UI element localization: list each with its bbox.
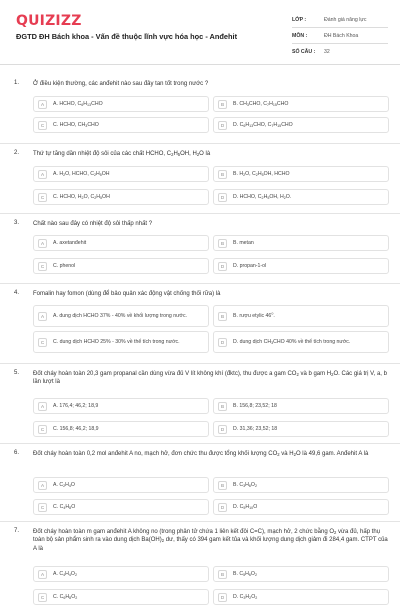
question-number: 3. xyxy=(14,220,20,226)
meta-row-question-count xyxy=(292,44,388,59)
option-text: B. $H_2O$, $C_2H_5OH$, HCHO xyxy=(233,170,290,177)
answer-option-d[interactable] xyxy=(213,258,389,274)
option-text: B. $CH_3CHO$, $C_7H_{15}CHO$ xyxy=(233,100,289,107)
meta-value: ĐH Bách Khoa xyxy=(324,32,359,39)
option-letter-box: A xyxy=(38,312,47,321)
option-letter-box: A xyxy=(38,239,47,248)
question-text: Ở điều kiện thường, các anđehit nào sau đây tan tốt trong nước ? xyxy=(33,81,209,87)
option-text: C. phenol xyxy=(53,262,76,269)
question-text: Fomalin hay fomon (dùng để bảo quản xác động vật chống thối rữa) là xyxy=(33,291,221,297)
answer-option-a[interactable] xyxy=(33,166,209,182)
answer-option-b[interactable] xyxy=(213,235,389,251)
option-text: B. $C_5H_6O_2$ xyxy=(233,570,257,577)
question-text: Chất nào sau đây có nhiệt độ sôi thấp nhất ? xyxy=(33,221,153,227)
option-text: D. $C_5H_{10}O$ xyxy=(233,503,258,510)
option-letter-box: C xyxy=(38,338,47,347)
question-number: 2. xyxy=(14,150,20,156)
question-text: Đốt cháy hoàn toàn 20,3 gam propanal cần dùng vừa đủ V lít không khí (đktc), thu được a gam $CO_2$ và b gam $H_2O$. Các giá trị V, a, b lần lượt là xyxy=(33,371,387,386)
question-divider xyxy=(0,521,400,522)
option-letter-box: C xyxy=(38,262,47,271)
option-text: C. HCHO, $H_2O$, $C_2H_5OH$ xyxy=(53,193,110,200)
meta-row-subject xyxy=(292,28,388,44)
question-divider xyxy=(0,143,400,144)
answer-option-c[interactable] xyxy=(33,189,209,205)
answer-option-d[interactable] xyxy=(213,189,389,205)
meta-value: 32 xyxy=(324,48,330,55)
worksheet-meta xyxy=(292,12,388,59)
answer-option-c[interactable] xyxy=(33,421,209,437)
option-letter-box: D xyxy=(218,503,227,512)
question-text: Đốt cháy hoàn toàn m gam anđehit A không no (trong phân tử chứa 1 liên kết đôi C=C), mạch hở, 2 chức bằng $O_2$ vừa đủ, hấp thụ toàn bộ sản phẩm sinh ra vào dung dịch $Ba(OH)_2$ dư, thấy có 394 gam kết tủa và khối lượng dung dịch giảm đi 284,4 gam. CTPT của A là xyxy=(33,529,388,552)
option-letter-box: A xyxy=(38,570,47,579)
option-text: A. axetanđehit xyxy=(53,239,87,246)
option-text: C. HCHO, $CH_3CHO$ xyxy=(53,121,99,128)
option-text: D. 31,36; 23,52; 18 xyxy=(233,425,278,432)
option-text: B. 156,8; 23,52; 18 xyxy=(233,402,277,409)
question-divider xyxy=(0,283,400,284)
meta-row-class xyxy=(292,12,388,28)
option-text: A. 176,4; 46,2; 18,9 xyxy=(53,402,99,409)
answer-option-b[interactable] xyxy=(213,305,389,327)
option-text: B. rượu etylic 46$^o$. xyxy=(233,310,275,319)
option-letter-box: B xyxy=(218,239,227,248)
option-letter-box: D xyxy=(218,262,227,271)
question-number: 4. xyxy=(14,290,20,296)
option-letter-box: B xyxy=(218,312,227,321)
option-letter-box: A xyxy=(38,100,47,109)
option-letter-box: A xyxy=(38,170,47,179)
option-letter-box: D xyxy=(218,193,227,202)
option-letter-box: A xyxy=(38,481,47,490)
meta-label: LỚP : xyxy=(292,16,307,23)
question-text: Thứ tự tăng dần nhiệt độ sôi của các chất HCHO, $C_2H_5OH$, $H_2O$ là xyxy=(33,151,211,157)
answer-option-a[interactable] xyxy=(33,566,209,582)
question-number: 7. xyxy=(14,528,20,534)
answer-option-c[interactable] xyxy=(33,499,209,515)
answer-option-a[interactable] xyxy=(33,398,209,414)
header-divider xyxy=(0,64,400,65)
answer-option-d[interactable] xyxy=(213,499,389,515)
option-text: B. $C_3H_6O_2$ xyxy=(233,481,257,488)
option-letter-box: C xyxy=(38,193,47,202)
quizizz-logo: QUIZIZZ xyxy=(16,13,82,29)
option-text: D. HCHO, $C_2H_5OH$, $H_2O$. xyxy=(233,193,292,200)
answer-option-c[interactable] xyxy=(33,331,209,353)
option-letter-box: B xyxy=(218,100,227,109)
option-letter-box: A xyxy=(38,402,47,411)
option-letter-box: B xyxy=(218,402,227,411)
option-text: C. dung dịch HCHO 25% - 30% về thể tích trong nước. xyxy=(53,338,180,345)
answer-option-a[interactable] xyxy=(33,477,209,493)
option-text: D. dung dịch $CH_3CHO$ 40% về thể tích trong nước. xyxy=(233,338,351,345)
option-letter-box: D xyxy=(218,593,227,602)
answer-option-b[interactable] xyxy=(213,477,389,493)
option-text: A. $C_2H_4O$ xyxy=(53,481,75,488)
option-text: C. $C_6H_8O_2$ xyxy=(53,593,78,600)
meta-value: Đánh giá năng lực xyxy=(324,16,367,23)
answer-option-a[interactable] xyxy=(33,96,209,112)
answer-option-d[interactable] xyxy=(213,589,389,605)
answer-option-b[interactable] xyxy=(213,398,389,414)
meta-label: MÔN : xyxy=(292,32,308,39)
option-text: A. $H_2O$, HCHO, $C_2H_5OH$ xyxy=(53,170,110,177)
option-letter-box: B xyxy=(218,481,227,490)
option-letter-box: B xyxy=(218,570,227,579)
question-number: 1. xyxy=(14,80,20,86)
option-letter-box: C xyxy=(38,593,47,602)
question-divider xyxy=(0,363,400,364)
option-text: D. $C_6H_{13}CHO$, $C_7H_{15}CHO$ xyxy=(233,121,293,128)
answer-option-b[interactable] xyxy=(213,566,389,582)
option-text: D. propan-1-ol xyxy=(233,262,267,269)
meta-label: SỐ CÂU : xyxy=(292,48,316,55)
option-text: B. metan xyxy=(233,239,254,246)
answer-option-d[interactable] xyxy=(213,117,389,133)
option-text: C. 156,8; 46,2; 18,9 xyxy=(53,425,99,432)
answer-option-d[interactable] xyxy=(213,421,389,437)
option-letter-box: D xyxy=(218,338,227,347)
answer-option-d[interactable] xyxy=(213,331,389,353)
answer-option-b[interactable] xyxy=(213,96,389,112)
option-letter-box: C xyxy=(38,503,47,512)
question-number: 5. xyxy=(14,370,20,376)
option-text: D. $C_3H_2O_2$ xyxy=(233,593,258,600)
option-text: A. HCHO, $C_6H_{13}CHO$ xyxy=(53,100,103,107)
option-text: A. $C_4H_4O_2$ xyxy=(53,570,77,577)
answer-option-a[interactable] xyxy=(33,305,209,327)
option-letter-box: B xyxy=(218,170,227,179)
option-letter-box: C xyxy=(38,121,47,130)
option-letter-box: D xyxy=(218,425,227,434)
option-letter-box: D xyxy=(218,121,227,130)
answer-option-c[interactable] xyxy=(33,258,209,274)
answer-option-b[interactable] xyxy=(213,166,389,182)
answer-option-c[interactable] xyxy=(33,117,209,133)
option-text: C. $C_4H_8O$ xyxy=(53,503,76,510)
answer-option-c[interactable] xyxy=(33,589,209,605)
question-divider xyxy=(0,443,400,444)
answer-option-a[interactable] xyxy=(33,235,209,251)
question-divider xyxy=(0,213,400,214)
worksheet-title: ĐGTD ĐH Bách khoa - Vấn đề thuộc lĩnh vực hóa học - Anđehit xyxy=(16,32,238,41)
question-number: 6. xyxy=(14,450,20,456)
option-letter-box: C xyxy=(38,425,47,434)
option-text: A. dung dịch HCHO 37% - 40% về khối lượng trong nước. xyxy=(53,312,187,319)
question-text: Đốt cháy hoàn toàn 0,2 mol anđehit A no, mạch hở, đơn chức thu được tổng khối lượng $CO_2$ và $H_2O$ là 49,6 gam. Anđehit A là xyxy=(33,451,369,457)
